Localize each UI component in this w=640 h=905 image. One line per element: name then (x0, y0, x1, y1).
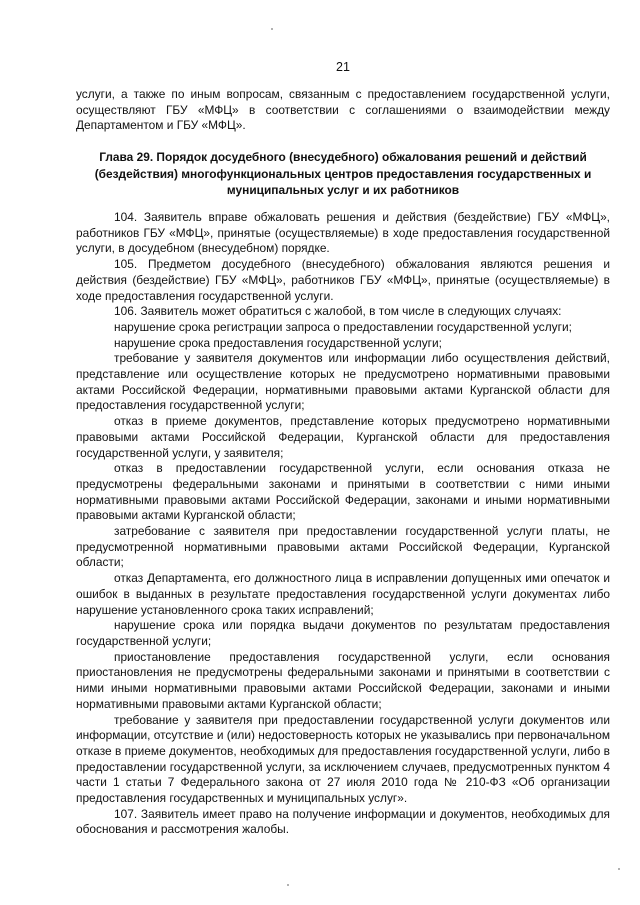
scan-artifact-top (271, 28, 273, 30)
intro-block (76, 87, 610, 134)
list-item: требование у заявителя при предоставлении государственной услуги документов или информации, отсутствие и (или) недостоверность которых не указывались при первоначальном отказе в приеме документов, необходимых для предоставления государственной услуги, либо в предоставлении государственной услуги, за исключением случаев, предусмотренных пунктом 4 части 1 статьи 7 Федерального закона от 27 июля 2010 года № 210-ФЗ «Об организации предоставления государственных и муниципальных услуг». (76, 712, 610, 806)
paragraph-107: 107. Заявитель имеет право на получение информации и документов, необходимых для обоснования и рассмотрения жалобы. (76, 806, 610, 837)
list-item: отказ Департамента, его должностного лица в исправлении допущенных ими опечаток и ошибок в выданных в результате предоставления государственной услуги документах либо нарушение установленного срока таких исправлений; (76, 571, 610, 617)
scan-artifact-right (618, 868, 620, 870)
body-text (76, 210, 610, 838)
list-item: нарушение срока регистрации запроса о предоставлении государственной услуги; (114, 319, 572, 334)
list-item: затребование с заявителя при предоставлении государственной услуги платы, не предусмотренной нормативными правовыми актами Российской Федерации, Курганской области; (76, 524, 610, 570)
page-number: 21 (336, 60, 350, 74)
list-item: приостановление предоставления государственной услуги, если основания приостановления не предусмотрены федеральными законами и принятыми в соответствии с ними иными нормативными правовыми актами Российской Федерации, законами и иными нормативными правовыми актами Курганской области; (76, 649, 610, 711)
list-item: нарушение срока или порядка выдачи документов по результатам предоставления государственной услуги; (76, 618, 610, 648)
list-item: требование у заявителя документов или информации либо осуществления действий, представление или осуществление которых не предусмотрено нормативными правовыми актами Российской Федерации, нормативными правовыми актами Курганской области для предоставления государственной услуги; (76, 351, 610, 413)
list-item: нарушение срока предоставления государственной услуги; (114, 335, 442, 350)
list-item: отказ в предоставлении государственной услуги, если основания отказа не предусмотрены федеральными законами и принятыми в соответствии с ними иными нормативными правовыми актами Российской Федерации, законами и иными нормативными правовыми актами Курганской области; (76, 461, 610, 523)
paragraph-106: 106. Заявитель может обратиться с жалобой, в том числе в следующих случаях: (114, 304, 562, 319)
chapter-heading: Глава 29. Порядок досудебного (внесудебного) обжалования решений и действий (бездействия) многофункциональных центров предоставления государственных и муниципальных услуг и их работников (94, 150, 592, 197)
paragraph-104: 104. Заявитель вправе обжаловать решения и действия (бездействие) ГБУ «МФЦ», работников ГБУ «МФЦ», принятые (осуществляемые) в ходе предоставления государственной услуги, в досудебном (внесудебном) порядке. (76, 210, 610, 256)
scan-artifact-bottom (287, 884, 289, 886)
intro-paragraph: услуги, а также по иным вопросам, связанным с предоставлением государственной услуги, осуществляют ГБУ «МФЦ» в соответствии с соглашениями о взаимодействии между Департаментом и ГБУ «МФЦ». (76, 87, 610, 133)
paragraph-105: 105. Предметом досудебного (внесудебного) обжалования являются решения и действия (бездействие) ГБУ «МФЦ», работников ГБУ «МФЦ», принятые (осуществляемые) в ходе предоставления государственной услуги. (76, 257, 610, 303)
list-item: отказ в приеме документов, представление которых предусмотрено нормативными правовыми актами Российской Федерации, Курганской области для предоставления государственной услуги, у заявителя; (76, 414, 610, 460)
